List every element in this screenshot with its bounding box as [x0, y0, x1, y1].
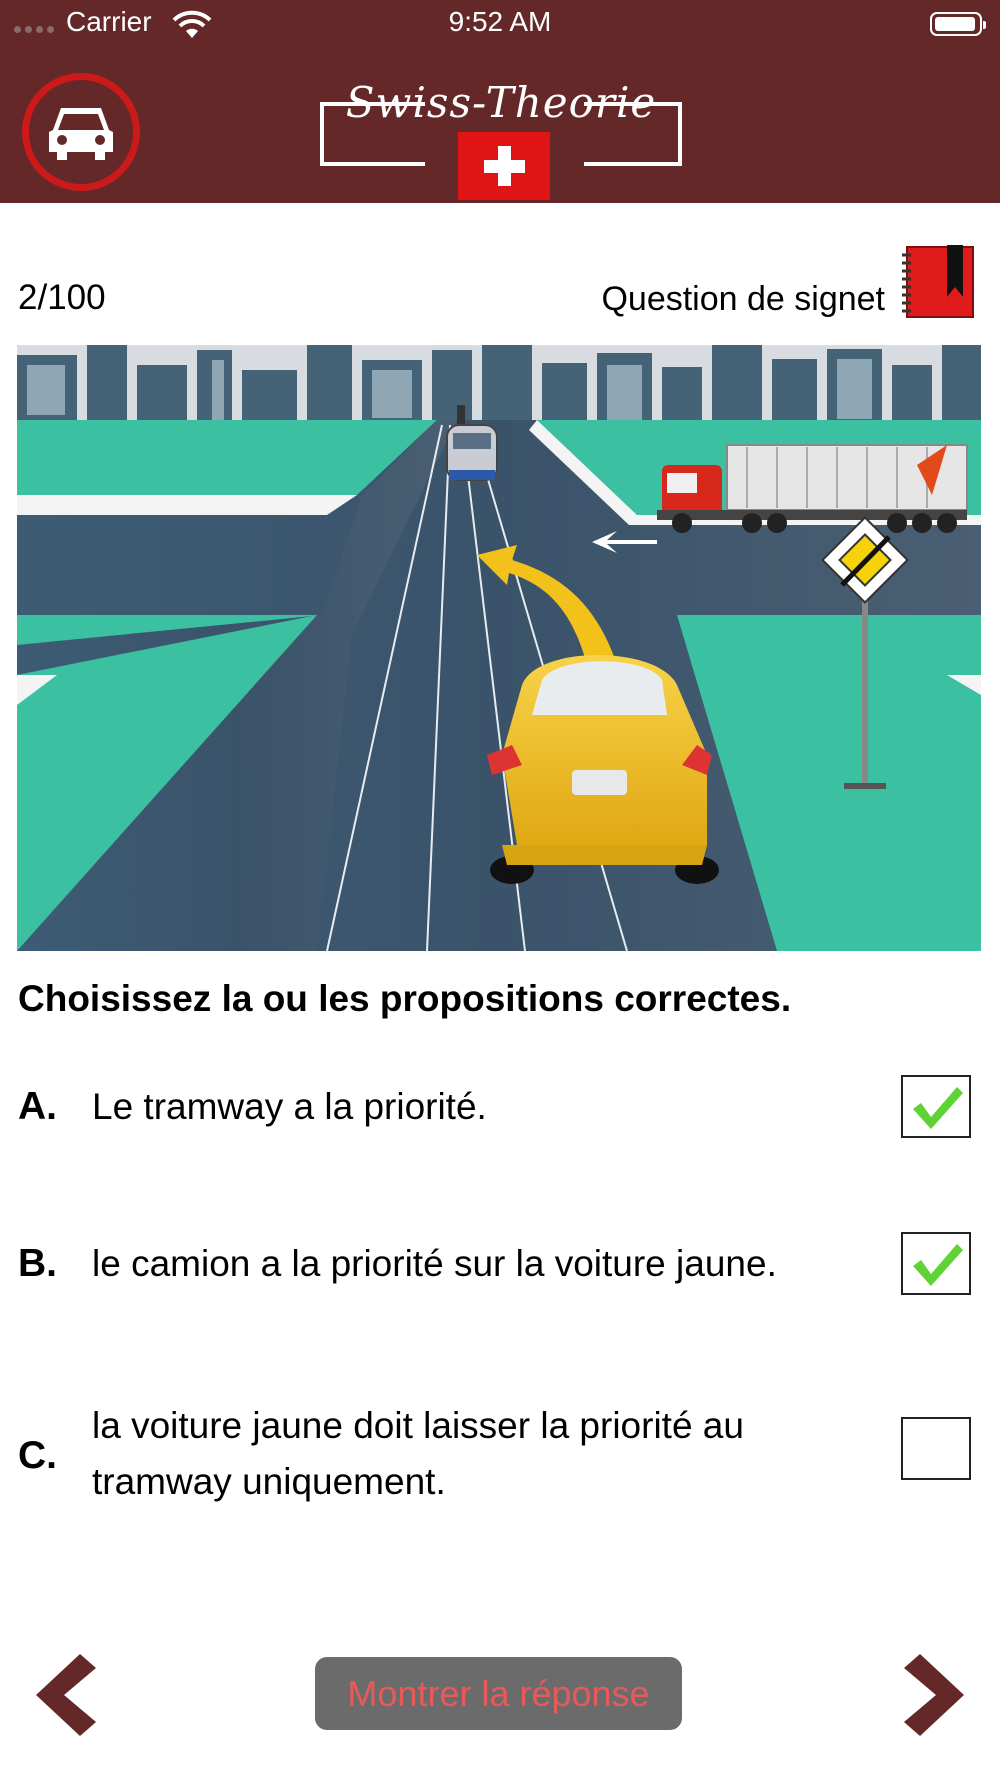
checkmark-icon: [909, 1081, 965, 1133]
option-c-checkbox[interactable]: [901, 1417, 971, 1480]
option-a-checkbox[interactable]: [901, 1075, 971, 1138]
battery-icon: [930, 12, 982, 36]
top-bar: [0, 0, 1000, 203]
option-letter: C.: [18, 1434, 57, 1477]
chevron-left-icon[interactable]: [30, 1650, 100, 1740]
answer-option-a[interactable]: [18, 1075, 982, 1139]
question-counter: 2/100: [18, 278, 106, 317]
brand-logo: [320, 70, 682, 200]
option-text: Le tramway a la priorité.: [92, 1086, 487, 1127]
status-bar: [0, 0, 1000, 48]
bookmark-label[interactable]: Question de signet: [601, 280, 885, 318]
car-icon: [47, 102, 115, 162]
checkmark-icon: [909, 1238, 965, 1290]
question-prompt: Choisissez la ou les propositions correctes.: [18, 978, 792, 1019]
answer-option-c[interactable]: [18, 1398, 982, 1512]
question-illustration: [17, 345, 981, 951]
option-b-checkbox[interactable]: [901, 1232, 971, 1295]
option-text: le camion a la priorité sur la voiture jaune.: [92, 1243, 777, 1284]
home-car-button[interactable]: [22, 73, 140, 191]
bookmark-notebook-icon[interactable]: [901, 245, 975, 319]
show-answer-button[interactable]: Montrer la réponse: [315, 1657, 682, 1730]
answer-option-b[interactable]: [18, 1232, 982, 1296]
swiss-flag-icon: [458, 132, 550, 200]
option-text: la voiture jaune doit laisser la priorité au tramway uniquement.: [92, 1405, 744, 1502]
brand-title: Swiss-Theorie: [345, 78, 657, 127]
option-letter: B.: [18, 1242, 57, 1285]
carrier-label: Carrier: [66, 6, 152, 37]
option-letter: A.: [18, 1085, 57, 1128]
chevron-right-icon[interactable]: [900, 1650, 970, 1740]
status-time: 9:52 AM: [448, 6, 552, 37]
